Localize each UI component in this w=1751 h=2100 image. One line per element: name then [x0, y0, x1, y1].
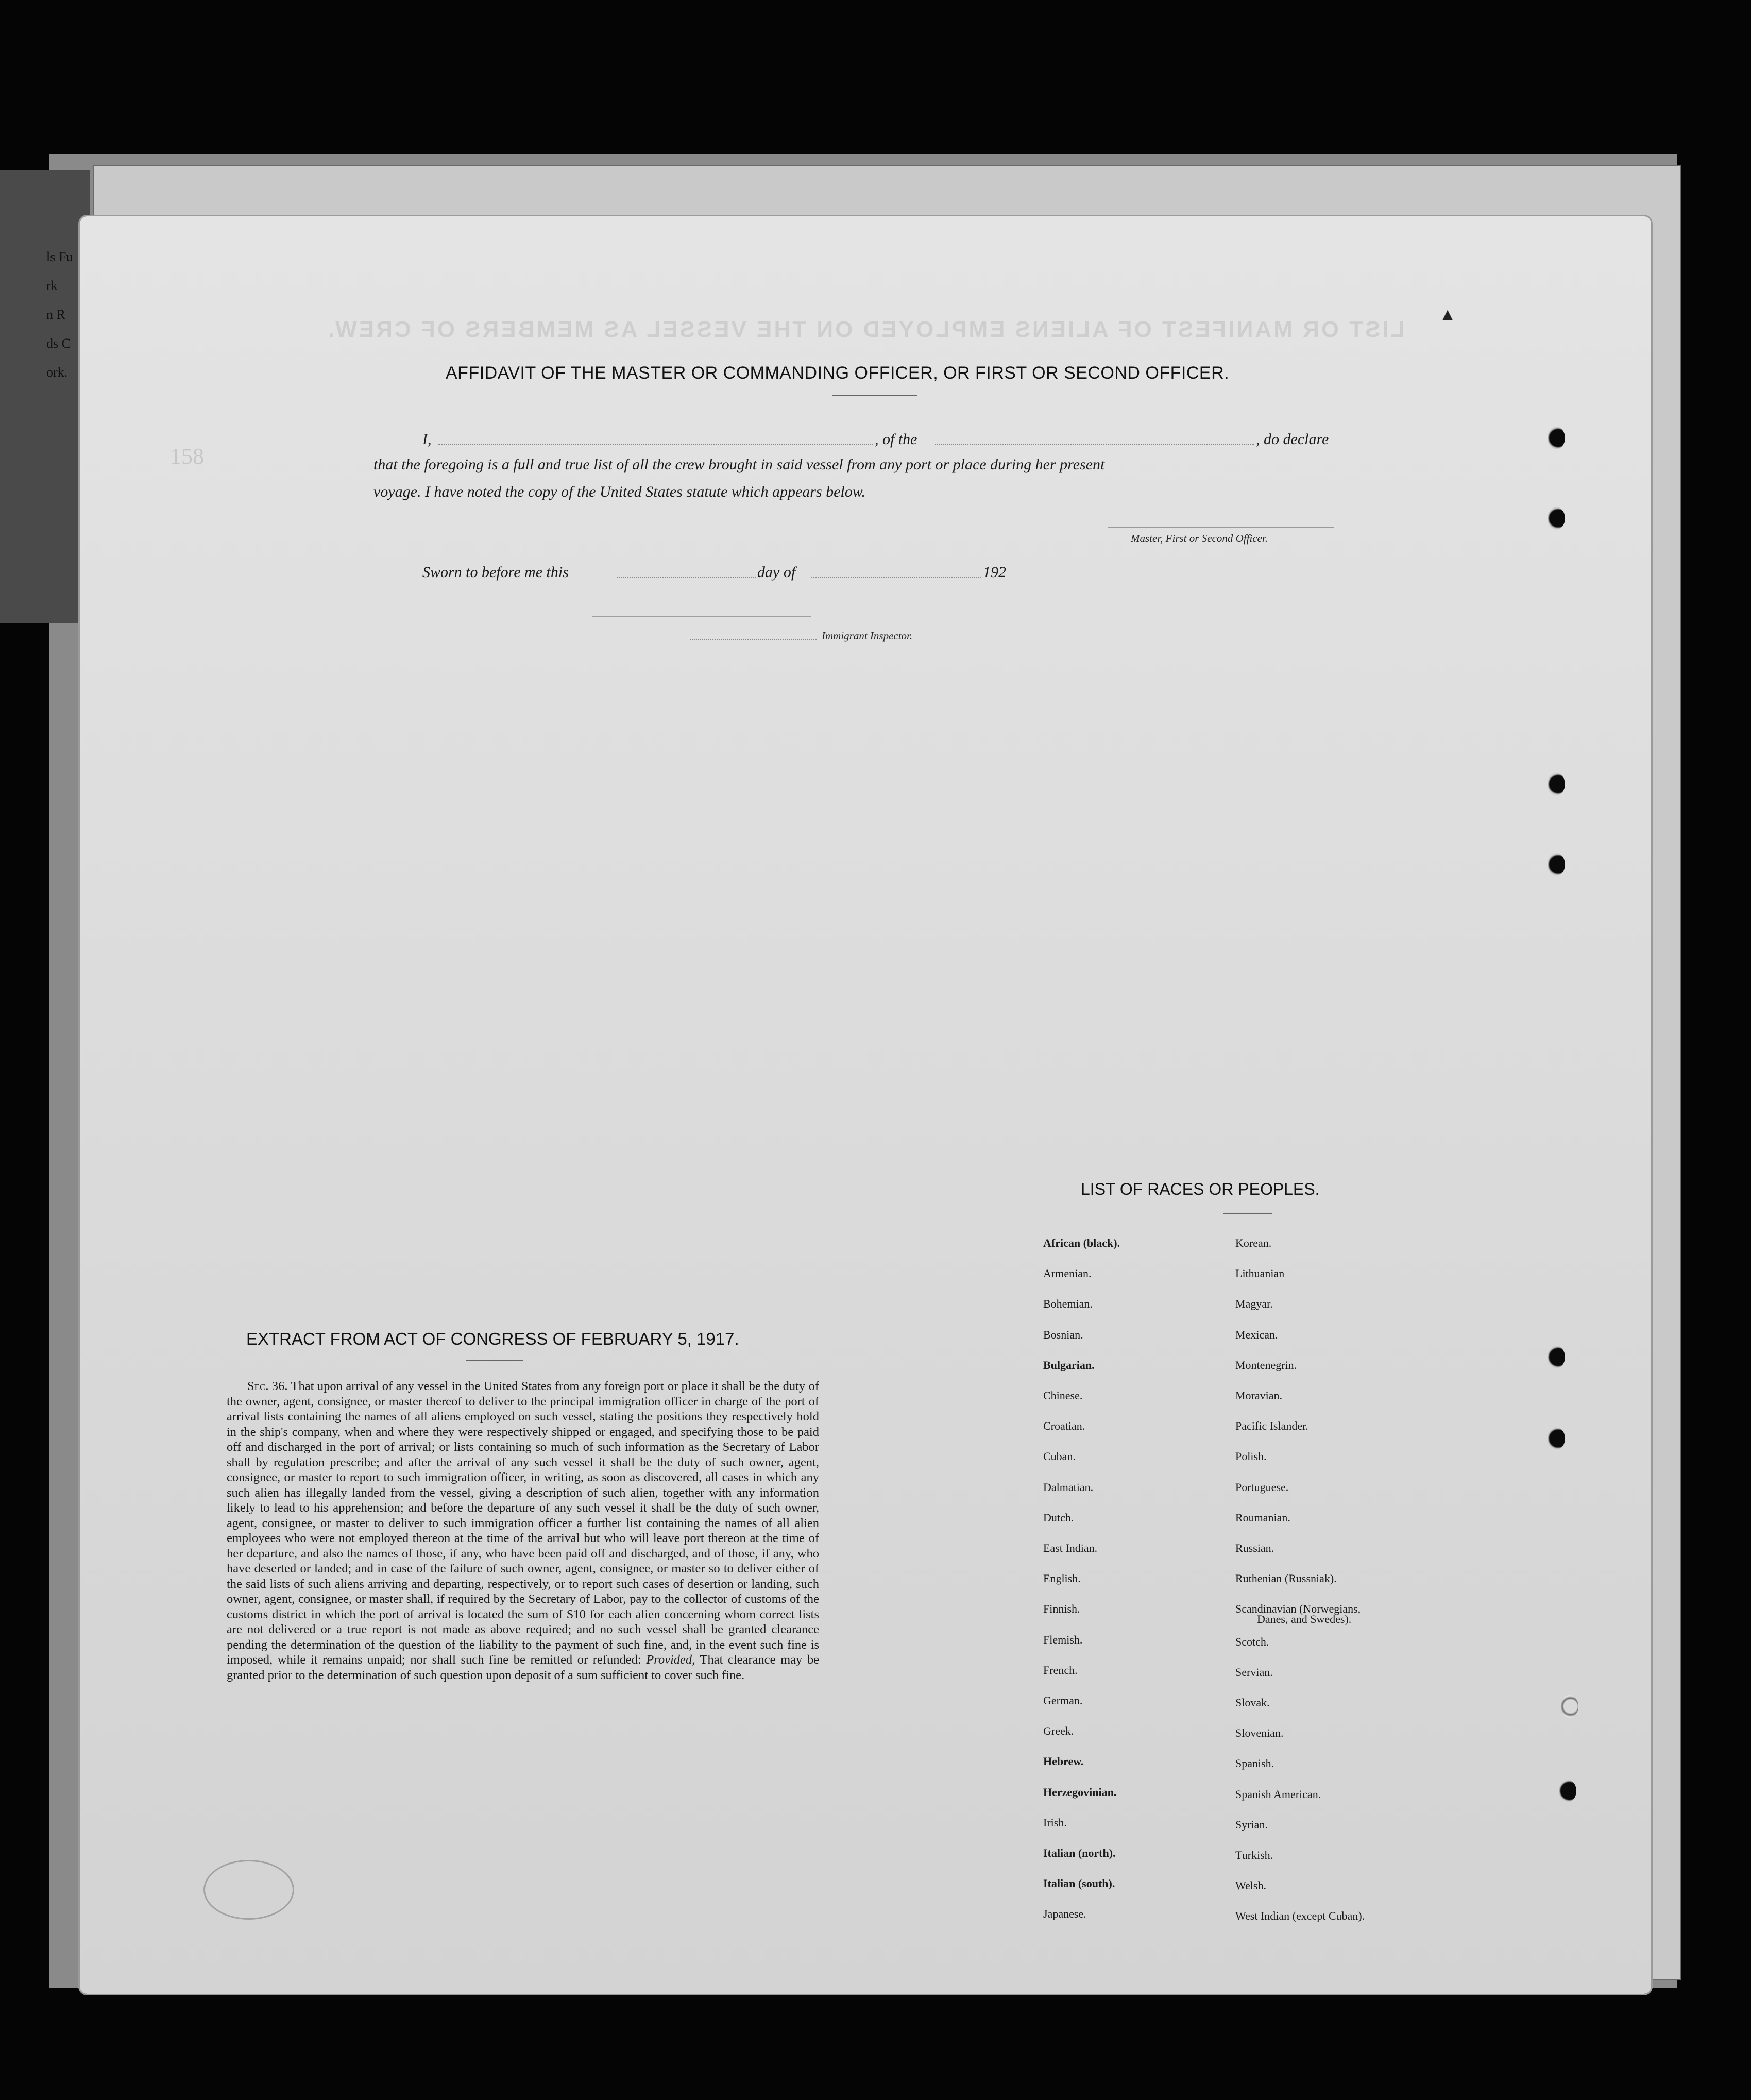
- affidavit-line-2: that the foregoing is a full and true list of all the crew brought in said vessel from any port or place during her present: [373, 456, 1105, 473]
- punch-hole: [1548, 427, 1565, 449]
- race-item: Korean.: [1235, 1237, 1272, 1249]
- extract-tail: That clearance may be granted prior to the determination of such question upon deposit of a sum sufficient to cover such fine.: [227, 1653, 820, 1682]
- punch-hole: [1548, 773, 1565, 795]
- race-item: Roumanian.: [1235, 1511, 1290, 1524]
- race-item: Flemish.: [1043, 1633, 1083, 1646]
- left-margin-strip: [0, 170, 90, 623]
- punch-hole: [1561, 1695, 1578, 1718]
- extract-body: That upon arrival of any vessel in the United States from any foreign port or place it shall be the duty of the owner, agent, consignee, or master thereof to deliver to the principal immigration officer in charge of the port of arrival lists containing the names of all aliens employed on such vessel, stating the positions they respectively hold in the ship's company, when and where they were respectively shipped or engaged, and specifying those to be paid off and discharged in the port of arrival; or lists containing so much of such information as the Secretary of Labor shall by regulation prescribe; and after the arrival of any such vessel it shall be the duty of such owner, agent, consignee, or master to report to such immigration officer, in writing, as soon as discovered, all cases in which any such alien has illegally landed from the vessel, giving a description of such alien, together with any information likely to lead to his apprehension; and before the departure of any such vessel it shall be the duty of such owner, agent, consignee, or master to deliver to such immigration officer a further list containing the names of all alien employees who were not employed thereon at the time of the arrival but who will leave port thereon at the time of her departure, and also the names of those, if any, who have been paid off and discharged, and of those, if any, who have deserted or landed; and in case of the failure of such owner, agent, consignee, or master so to deliver either of the said lists of such aliens arriving and departing, respectively, or to report such cases of desertion or landing, such owner, agent, consignee, or master shall, if required by the Secretary of Labor, pay to the collector of customs of the customs district in which the port of arrival is located the sum of $10 for each alien concerning whom correct lists are not delivered or a true report is not made as above required; and no such vessel shall be granted clearance pending the determination of the question of the liability to the payment of such fine, and, in the event such fine is imposed, while it remains unpaid; nor shall such fine be remitted or refunded:: [227, 1379, 819, 1667]
- race-item: Scotch.: [1235, 1635, 1269, 1648]
- margin-fragment: ork.: [46, 365, 68, 380]
- race-item: Moravian.: [1235, 1389, 1283, 1402]
- section-number: Sec. 36.: [247, 1379, 288, 1393]
- race-item: Servian.: [1235, 1665, 1273, 1679]
- affidavit-declare: , do declare: [1256, 431, 1329, 448]
- sworn-prefix: Sworn to before me this: [422, 564, 569, 581]
- month-blank[interactable]: [811, 577, 981, 578]
- race-item: Bosnian.: [1043, 1328, 1083, 1341]
- race-item: Welsh.: [1235, 1879, 1266, 1892]
- race-item: Lithuanian: [1235, 1267, 1285, 1280]
- margin-fragment: n R: [46, 307, 65, 322]
- signature-line[interactable]: [1108, 527, 1334, 528]
- race-item: Bulgarian.: [1043, 1358, 1095, 1371]
- race-item: Scandinavian (Norwegians,: [1235, 1602, 1361, 1616]
- name-blank[interactable]: [438, 444, 873, 445]
- faded-stamp: [203, 1860, 294, 1920]
- race-item: Dutch.: [1043, 1511, 1074, 1524]
- punch-hole: [1548, 507, 1565, 530]
- race-item: Italian (south).: [1043, 1877, 1115, 1890]
- ink-mark: ▴: [1442, 302, 1453, 325]
- race-item: Irish.: [1043, 1816, 1067, 1829]
- race-item: Finnish.: [1043, 1602, 1080, 1616]
- affidavit-of-the: , of the: [875, 431, 917, 448]
- affidavit-i: I,: [422, 431, 432, 448]
- race-item: Magyar.: [1235, 1297, 1273, 1311]
- extract-text: [227, 1379, 819, 1683]
- race-item: Armenian.: [1043, 1267, 1092, 1280]
- race-item: Cuban.: [1043, 1450, 1076, 1463]
- punch-hole: [1548, 1427, 1565, 1450]
- race-item: German.: [1043, 1694, 1083, 1707]
- sworn-year: 192: [983, 564, 1006, 581]
- affidavit-title: AFFIDAVIT OF THE MASTER OR COMMANDING OFFICER, OR FIRST OR SECOND OFFICER.: [446, 363, 1230, 383]
- punch-hole: [1548, 1346, 1565, 1368]
- race-item: Dalmatian.: [1043, 1480, 1094, 1494]
- race-item: Spanish.: [1235, 1757, 1274, 1770]
- margin-fragment: rk: [46, 278, 58, 293]
- provided-word: Provided,: [646, 1653, 695, 1667]
- extract-underline: [466, 1360, 523, 1361]
- race-item: Japanese.: [1043, 1907, 1086, 1921]
- race-item: Russian.: [1235, 1542, 1274, 1554]
- race-item: Mexican.: [1235, 1328, 1278, 1341]
- punch-hole: [1559, 1780, 1576, 1802]
- race-item: African (black).: [1043, 1237, 1120, 1249]
- race-item: East Indian.: [1043, 1542, 1098, 1554]
- race-item: Pacific Islander.: [1235, 1419, 1308, 1433]
- race-item: Slovak.: [1235, 1696, 1270, 1709]
- race-item: Croatian.: [1043, 1419, 1085, 1433]
- race-item: Syrian.: [1235, 1818, 1268, 1831]
- punch-hole: [1548, 853, 1565, 876]
- margin-fragment: ds C: [46, 336, 71, 351]
- bleed-through-number: 158: [170, 444, 204, 469]
- race-item: West Indian (except Cuban).: [1235, 1909, 1365, 1923]
- day-blank[interactable]: [617, 577, 756, 578]
- affidavit-line-3: voyage. I have noted the copy of the United States statute which appears below.: [373, 483, 866, 500]
- extract-title: EXTRACT FROM ACT OF CONGRESS OF FEBRUARY 5, 1917.: [246, 1329, 739, 1348]
- race-item: Chinese.: [1043, 1389, 1083, 1402]
- races-title: LIST OF RACES OR PEOPLES.: [1081, 1180, 1320, 1198]
- master-label: Master, First or Second Officer.: [1131, 532, 1268, 545]
- races-underline: [1223, 1213, 1272, 1214]
- race-item: Spanish American.: [1235, 1787, 1321, 1801]
- race-item: Polish.: [1235, 1450, 1267, 1463]
- inspector-signature-line[interactable]: [592, 616, 811, 617]
- title-underline: [832, 395, 917, 396]
- vessel-blank[interactable]: [935, 444, 1254, 445]
- race-item: Ruthenian (Russniak).: [1235, 1572, 1337, 1585]
- race-item: Danes, and Swedes).: [1257, 1613, 1352, 1625]
- race-item: Greek.: [1043, 1724, 1074, 1738]
- race-item: Turkish.: [1235, 1849, 1273, 1861]
- race-item: Bohemian.: [1043, 1297, 1093, 1311]
- sworn-day-of: day of: [757, 564, 796, 581]
- race-item: Slovenian.: [1235, 1726, 1284, 1740]
- race-item: Portuguese.: [1235, 1480, 1289, 1494]
- margin-fragment: ls Fu: [46, 249, 73, 264]
- inspector-label: Immigrant Inspector.: [822, 630, 913, 642]
- race-item: Herzegovinian.: [1043, 1785, 1117, 1799]
- race-item: French.: [1043, 1663, 1078, 1676]
- inspector-blank[interactable]: [690, 639, 817, 640]
- race-item: Italian (north).: [1043, 1847, 1116, 1859]
- race-item: Hebrew.: [1043, 1755, 1084, 1768]
- race-item: English.: [1043, 1572, 1081, 1585]
- race-item: Montenegrin.: [1235, 1358, 1297, 1371]
- bleed-through-header: LIST OR MANIFEST OF ALIENS EMPLOYED ON THE VESSEL AS MEMBERS OF CREW.: [326, 317, 1405, 342]
